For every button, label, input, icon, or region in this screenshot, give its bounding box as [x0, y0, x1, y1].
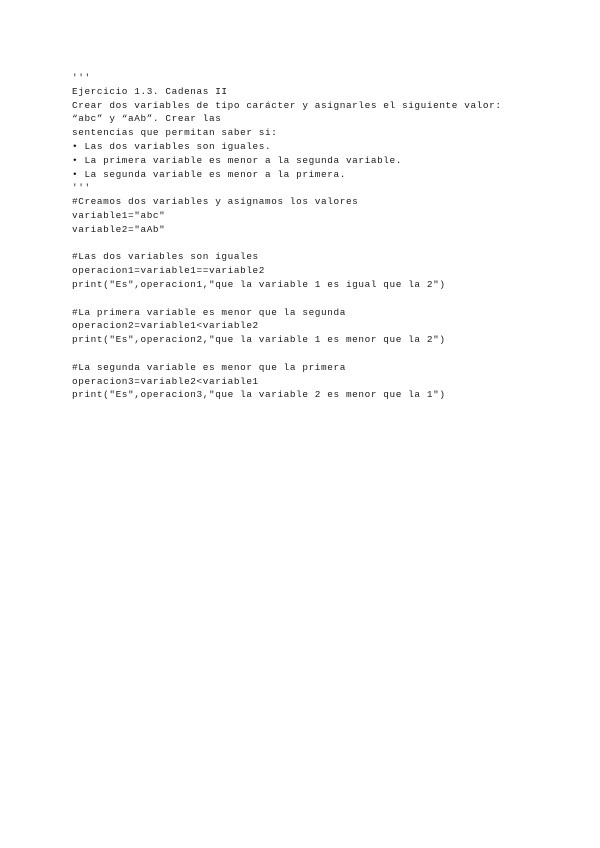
code-comment: #Creamos dos variables y asignamos los valores	[72, 196, 359, 208]
exercise-title: Ejercicio 1.3. Cadenas II	[72, 85, 228, 97]
bullet-item: • La segunda variable es menor a la primera.	[72, 168, 346, 180]
code-comment: #La primera variable es menor que la segunda	[72, 306, 346, 318]
code-comment: #La segunda variable es menor que la primera	[72, 361, 346, 373]
blank-line	[72, 292, 572, 306]
code-line: variable1="abc"	[72, 209, 166, 221]
blank-line	[72, 347, 572, 361]
code-block	[72, 71, 572, 402]
exercise-statement-line: Crear dos variables de tipo carácter y asignarles el siguiente valor:	[72, 99, 502, 111]
code-line: print("Es",operacion1,"que la variable 1 es igual que la 2")	[72, 278, 446, 290]
code-line: operacion2=variable1<variable2	[72, 320, 259, 332]
bullet-item: • Las dos variables son iguales.	[72, 140, 272, 152]
code-line: print("Es",operacion3,"que la variable 2 es menor que la 1")	[72, 389, 446, 401]
docstring-close: '''	[72, 182, 91, 194]
docstring-open: '''	[72, 72, 91, 83]
code-line: operacion1=variable1==variable2	[72, 265, 266, 277]
blank-line	[72, 237, 572, 251]
code-line: operacion3=variable2<variable1	[72, 375, 259, 387]
code-line: print("Es",operacion2,"que la variable 1 es menor que la 2")	[72, 334, 446, 346]
bullet-item: • La primera variable es menor a la segunda variable.	[72, 154, 402, 166]
exercise-statement-line: “abc” y “aAb”. Crear las	[72, 113, 222, 125]
code-comment: #Las dos variables son iguales	[72, 251, 259, 263]
code-line: variable2="aAb"	[72, 223, 166, 235]
exercise-statement-line: sentencias que permitan saber si:	[72, 127, 278, 139]
